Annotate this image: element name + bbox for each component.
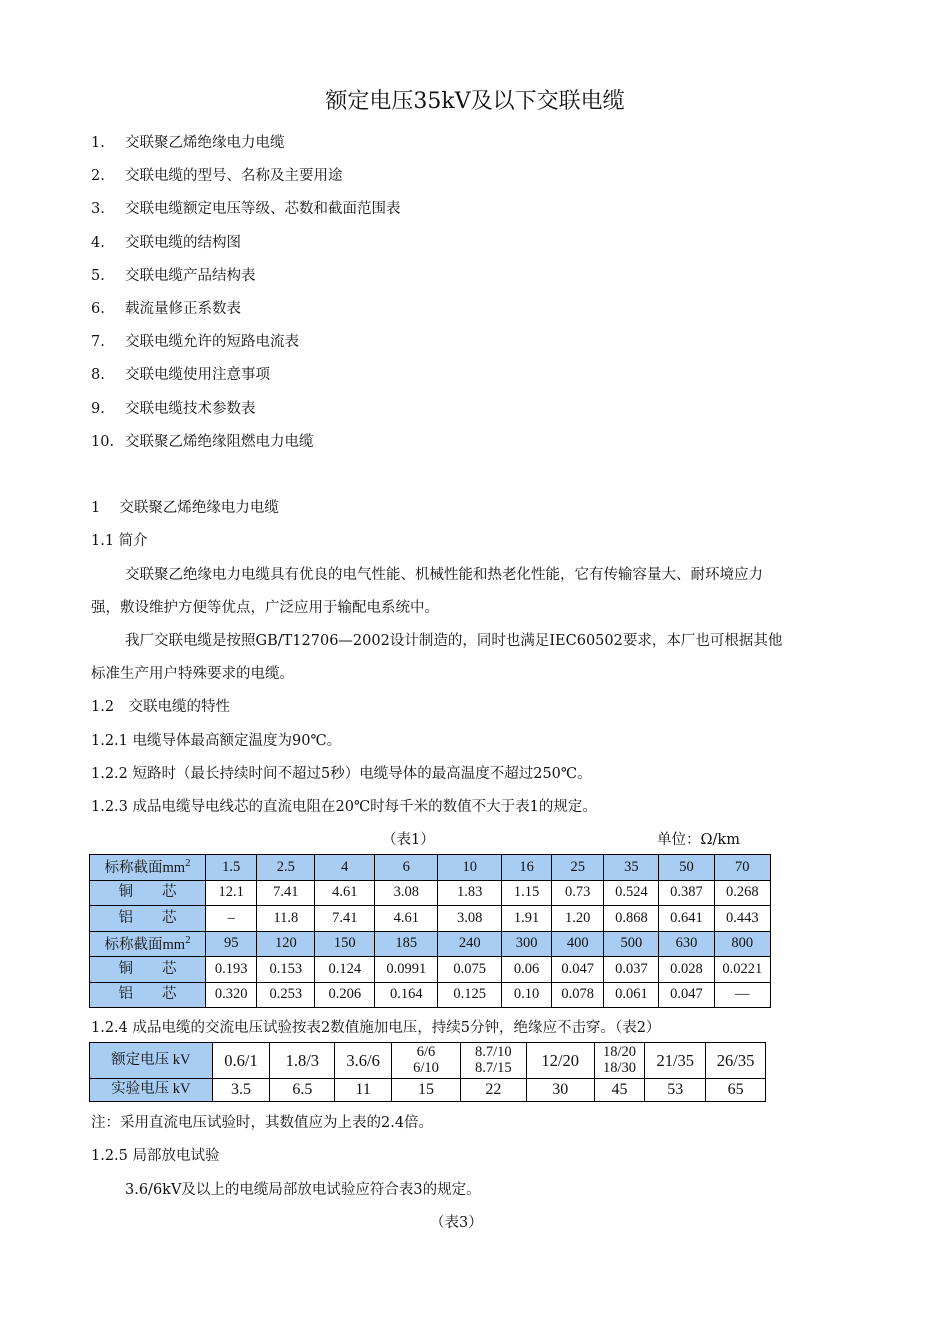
section-1-1-heading: 1.1 简介 — [91, 533, 148, 549]
size-cell: 6 — [375, 855, 438, 881]
toc-item-text: 交联电缆技术参数表 — [125, 400, 256, 417]
table-row — [90, 880, 771, 906]
test-voltage-cell: 22 — [460, 1079, 526, 1102]
size-cell: 2.5 — [257, 855, 315, 881]
toc-item-text: 交联电缆允许的短路电流表 — [125, 334, 299, 351]
toc-item-number: 4. — [91, 234, 105, 251]
toc-item — [91, 430, 314, 451]
copper-label-cell: 铜 芯 — [90, 880, 206, 906]
rated-voltage-cell — [645, 1043, 706, 1079]
size-cell: 4 — [315, 855, 375, 881]
rated-voltage-value: 0.6/1 — [224, 1050, 258, 1070]
toc-item — [91, 131, 285, 152]
copper-value-cell: 0.387 — [659, 880, 714, 906]
toc-item-number: 3. — [91, 201, 105, 218]
test-voltage-cell: 11 — [335, 1079, 392, 1102]
aluminium-value-cell: 0.320 — [206, 982, 257, 1008]
copper-value-cell: 0.153 — [257, 957, 315, 983]
size-cell: 630 — [659, 931, 714, 957]
table-1-caption: （表1） — [382, 832, 435, 848]
copper-value-cell: 7.41 — [257, 880, 315, 906]
size-label-cell — [90, 931, 206, 957]
rated-voltage-cell — [392, 1043, 461, 1079]
size-cell: 240 — [438, 931, 502, 957]
size-cell: 1.5 — [206, 855, 257, 881]
copper-value-cell: 0.268 — [714, 880, 770, 906]
clause-1-2-5: 1.2.5 局部放电试验 — [91, 1148, 220, 1164]
test-voltage-cell: 45 — [594, 1079, 645, 1102]
aluminium-value-cell: 4.61 — [375, 906, 438, 932]
rated-voltage-cell — [706, 1043, 766, 1079]
table-header-row — [90, 855, 771, 881]
rated-voltage-cell — [460, 1043, 526, 1079]
clause-1-2-2: 1.2.2 短路时（最长持续时间不超过5秒）电缆导体的最高温度不超过250℃。 — [91, 766, 592, 782]
toc-item-number: 8. — [91, 367, 105, 384]
rated-voltage-value: 18/30 — [602, 1059, 637, 1076]
table-3-caption: （表3） — [430, 1215, 483, 1231]
copper-value-cell: 0.124 — [315, 957, 375, 983]
aluminium-value-cell: 0.10 — [502, 982, 552, 1008]
rated-voltage-cell — [335, 1043, 392, 1079]
toc-item — [91, 397, 256, 418]
paragraph-1-line-1: 交联聚乙绝缘电力电缆具有优良的电气性能、机械性能和热老化性能，它有传输容量大、耐环境应力 — [125, 567, 763, 583]
toc-item-number: 10. — [91, 433, 115, 450]
copper-value-cell: 12.1 — [206, 880, 257, 906]
size-cell: 70 — [714, 855, 770, 881]
toc-item-number: 5. — [91, 267, 105, 284]
size-label: 标称截面mm — [104, 860, 186, 877]
copper-label-cell: 铜 芯 — [90, 957, 206, 983]
rated-voltage-cell — [526, 1043, 594, 1079]
copper-value-cell: 0.524 — [604, 880, 659, 906]
copper-value-cell: 0.193 — [206, 957, 257, 983]
test-voltage-label: 实验电压 kV — [90, 1079, 213, 1102]
aluminium-value-cell: – — [206, 906, 257, 932]
rated-voltage-value: 6/6 — [416, 1044, 436, 1061]
toc-item-text: 载流量修正系数表 — [125, 301, 241, 317]
table-header-row — [90, 931, 771, 957]
section-1-heading: 1 交联聚乙烯绝缘电力电缆 — [91, 500, 279, 516]
toc-item — [91, 197, 401, 218]
aluminium-value-cell: 0.125 — [438, 982, 502, 1008]
clause-1-2-3: 1.2.3 成品电缆导电线芯的直流电阻在20℃时每千米的数值不大于表1的规定。 — [91, 799, 597, 815]
aluminium-value-cell: 0.078 — [552, 982, 604, 1008]
aluminium-value-cell: 0.164 — [375, 982, 438, 1008]
toc-item-number: 7. — [91, 334, 105, 351]
resistance-table — [89, 854, 771, 1008]
copper-value-cell: 0.0991 — [375, 957, 438, 983]
table-row — [90, 957, 771, 983]
test-voltage-cell: 3.5 — [212, 1079, 270, 1102]
size-cell: 500 — [604, 931, 659, 957]
aluminium-value-cell: 3.08 — [438, 906, 502, 932]
test-voltage-row — [90, 1079, 766, 1102]
rated-voltage-value: 26/35 — [716, 1050, 755, 1070]
toc-item-text: 交联电缆额定电压等级、芯数和截面范围表 — [125, 201, 401, 218]
aluminium-value-cell: 0.061 — [604, 982, 659, 1008]
rated-voltage-value: 8.7/15 — [475, 1059, 512, 1076]
rated-voltage-value: 12/20 — [541, 1050, 580, 1070]
toc-item-number: 6. — [91, 301, 105, 317]
paragraph-2-line-1: 我厂交联电缆是按照GB/T12706—2002设计制造的，同时也满足IEC60502要求，本厂也可根据其他 — [125, 633, 783, 649]
size-cell: 10 — [438, 855, 502, 881]
rated-voltage-value: 3.6/6 — [346, 1050, 380, 1070]
toc-item-text: 交联电缆产品结构表 — [125, 267, 256, 284]
aluminium-value-cell: 1.20 — [552, 906, 604, 932]
size-cell: 35 — [604, 855, 659, 881]
clause-1-2-1: 1.2.1 电缆导体最高额定温度为90℃。 — [91, 733, 342, 749]
copper-value-cell: 0.047 — [552, 957, 604, 983]
toc-item-text: 交联聚乙烯绝缘电力电缆 — [125, 135, 285, 151]
size-cell: 300 — [502, 931, 552, 957]
copper-value-cell: 0.037 — [604, 957, 659, 983]
test-voltage-cell: 30 — [526, 1079, 594, 1102]
size-label: 标称截面mm — [104, 936, 186, 953]
copper-value-cell: 1.83 — [438, 880, 502, 906]
rated-voltage-value: 8.7/10 — [475, 1044, 512, 1061]
aluminium-value-cell: 0.047 — [659, 982, 714, 1008]
copper-value-cell: 1.15 — [502, 880, 552, 906]
copper-value-cell: 0.73 — [552, 880, 604, 906]
table-row — [90, 982, 771, 1008]
toc-item — [91, 164, 343, 185]
test-voltage-cell: 6.5 — [270, 1079, 335, 1102]
clause-1-2-4: 1.2.4 成品电缆的交流电压试验按表2数值施加电压，持续5分钟，绝缘应不击穿。（表2） — [91, 1020, 661, 1036]
size-label-cell — [90, 855, 206, 881]
test-voltage-cell: 65 — [706, 1079, 766, 1102]
size-cell: 185 — [375, 931, 438, 957]
size-cell: 95 — [206, 931, 257, 957]
size-cell: 800 — [714, 931, 770, 957]
rated-voltage-row — [90, 1043, 766, 1079]
aluminium-label-cell: 铝 芯 — [90, 906, 206, 932]
aluminium-value-cell: 0.253 — [257, 982, 315, 1008]
size-cell: 120 — [257, 931, 315, 957]
aluminium-value-cell: 1.91 — [502, 906, 552, 932]
rated-voltage-value: 21/35 — [656, 1050, 695, 1070]
rated-voltage-value: 1.8/3 — [285, 1050, 320, 1070]
size-cell: 150 — [315, 931, 375, 957]
toc-item-number: 1. — [91, 135, 105, 151]
rated-voltage-label: 额定电压 kV — [90, 1043, 213, 1079]
copper-value-cell: 0.06 — [502, 957, 552, 983]
paragraph-2-line-2: 标准生产用户特殊要求的电缆。 — [91, 666, 294, 682]
copper-value-cell: 0.075 — [438, 957, 502, 983]
toc-item — [91, 264, 256, 285]
aluminium-label-cell: 铝 芯 — [90, 982, 206, 1008]
aluminium-value-cell: 0.206 — [315, 982, 375, 1008]
toc-item — [91, 297, 241, 318]
copper-value-cell: 4.61 — [315, 880, 375, 906]
size-cell: 400 — [552, 931, 604, 957]
toc-item-number: 9. — [91, 400, 105, 417]
size-label-unit-sup: 2 — [185, 857, 191, 870]
note: 注：采用直流电压试验时，其数值应为上表的2.4倍。 — [91, 1115, 434, 1131]
toc-item — [91, 363, 270, 384]
rated-voltage-cell — [212, 1043, 270, 1079]
toc-item — [91, 231, 241, 252]
voltage-test-table — [89, 1042, 766, 1102]
test-voltage-cell: 53 — [645, 1079, 706, 1102]
toc-item-text: 交联电缆的结构图 — [125, 234, 241, 251]
size-cell: 25 — [552, 855, 604, 881]
toc-item — [91, 330, 299, 351]
size-label-unit-sup: 2 — [185, 933, 191, 946]
aluminium-value-cell: — — [714, 982, 770, 1008]
aluminium-value-cell: 0.443 — [714, 906, 770, 932]
rated-voltage-cell — [594, 1043, 645, 1079]
rated-voltage-cell — [270, 1043, 335, 1079]
copper-value-cell: 0.0221 — [714, 957, 770, 983]
toc-item-text: 交联电缆使用注意事项 — [125, 367, 270, 384]
toc-item-number: 2. — [91, 168, 105, 185]
size-cell: 16 — [502, 855, 552, 881]
aluminium-value-cell: 0.868 — [604, 906, 659, 932]
test-voltage-cell: 15 — [392, 1079, 461, 1102]
copper-value-cell: 0.028 — [659, 957, 714, 983]
section-1-2-heading: 1.2 交联电缆的特性 — [91, 699, 231, 715]
page-title: 额定电压35kV及以下交联电缆 — [325, 89, 625, 114]
toc-item-text: 交联电缆的型号、名称及主要用途 — [125, 168, 343, 185]
table-1-unit: 单位：Ω/km — [657, 832, 740, 848]
paragraph-1-line-2: 强，敷设维护方便等优点，广泛应用于输配电系统中。 — [91, 600, 439, 616]
aluminium-value-cell: 0.641 — [659, 906, 714, 932]
copper-value-cell: 3.08 — [375, 880, 438, 906]
rated-voltage-value: 6/10 — [413, 1059, 439, 1076]
toc-item-text: 交联聚乙烯绝缘阻燃电力电缆 — [125, 433, 314, 450]
aluminium-value-cell: 7.41 — [315, 906, 375, 932]
clause-1-2-5-text: 3.6/6kV及以上的电缆局部放电试验应符合表3的规定。 — [125, 1182, 481, 1198]
size-cell: 50 — [659, 855, 714, 881]
rated-voltage-value: 18/20 — [602, 1044, 637, 1061]
aluminium-value-cell: 11.8 — [257, 906, 315, 932]
table-row — [90, 906, 771, 932]
